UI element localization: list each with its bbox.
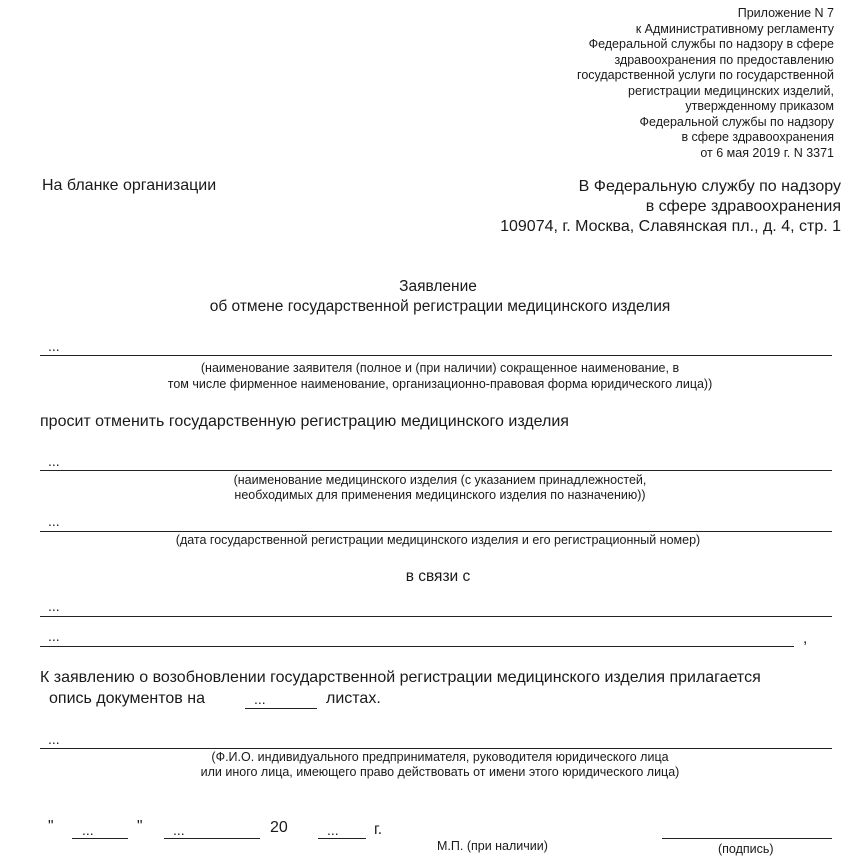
attachment-sheets-label: листах. xyxy=(326,690,381,707)
reason-label: в связи с xyxy=(405,568,471,585)
date-year-suffix: г. xyxy=(374,821,383,838)
annex-line: государственной услуги по государственной xyxy=(577,68,834,82)
trailing-comma: , xyxy=(803,630,808,647)
stamp-label: М.П. (при наличии) xyxy=(437,839,548,853)
date-quote-open: " xyxy=(48,818,54,835)
recipient-line: В Федеральную службу по надзору xyxy=(578,178,841,195)
annex-line: Федеральной службы по надзору в сфере xyxy=(588,37,834,51)
date-month-underline xyxy=(164,838,260,839)
signer-caption: (Ф.И.О. индивидуального предпринимателя, руководителя юридического лица xyxy=(211,750,669,764)
registration-underline xyxy=(40,531,832,532)
signer-name-field[interactable]: ... xyxy=(48,731,60,747)
reason-underline-continued xyxy=(40,646,794,647)
signer-underline xyxy=(40,748,832,749)
annex-line: от 6 мая 2019 г. N 3371 xyxy=(700,145,834,160)
applicant-caption: (наименование заявителя (полное и (при наличии) сокращенное наименование, в xyxy=(200,361,680,375)
annex-header xyxy=(577,6,834,161)
annex-line: регистрации медицинских изделий, xyxy=(628,83,834,98)
annex-line: Федеральной службы по надзору xyxy=(639,114,834,129)
annex-line: здравоохранения по предоставлению xyxy=(614,52,834,67)
attachment-inventory-text: опись документов на xyxy=(49,690,205,707)
annex-line: к Административному регламенту xyxy=(635,21,834,36)
signature-label: (подпись) xyxy=(718,842,774,856)
annex-line: в сфере здравоохранения xyxy=(681,130,834,144)
annex-line: утвержденному приказом xyxy=(685,99,834,113)
registration-caption: (дата государственной регистрации медицинского изделия и его регистрационный номер) xyxy=(175,533,701,547)
date-day-field[interactable]: ... xyxy=(82,822,94,838)
reason-underline xyxy=(40,616,832,617)
date-month-field[interactable]: ... xyxy=(173,822,185,838)
signature-line[interactable] xyxy=(662,838,832,839)
sheet-count-field[interactable]: ... xyxy=(254,691,266,707)
request-text: просит отменить государственную регистрацию медицинского изделия xyxy=(40,413,569,430)
attachment-text: К заявлению о возобновлении государственной регистрации медицинского изделия прилагается xyxy=(40,669,761,686)
date-year-field[interactable]: ... xyxy=(327,822,339,838)
registration-field[interactable]: ... xyxy=(48,513,60,529)
date-century: 20 xyxy=(270,819,288,836)
device-name-field[interactable]: ... xyxy=(48,453,60,469)
device-caption: (наименование медицинского изделия (с указанием принадлежностей, xyxy=(233,473,647,487)
date-year-underline xyxy=(318,838,366,839)
document-subtitle: об отмене государственной регистрации медицинского изделия xyxy=(209,298,671,315)
letterhead-note: На бланке организации xyxy=(42,177,217,194)
reason-field[interactable]: ... xyxy=(48,598,60,614)
sheet-count-underline xyxy=(245,708,317,709)
recipient-block xyxy=(500,177,841,237)
recipient-address: 109074, г. Москва, Славянская пл., д. 4, стр. 1 xyxy=(500,218,841,235)
signer-caption: или иного лица, имеющего право действовать от имени этого юридического лица) xyxy=(200,765,680,779)
device-caption: необходимых для применения медицинского изделия по назначению)) xyxy=(234,488,646,502)
annex-line: Приложение N 7 xyxy=(737,6,834,20)
applicant-field[interactable]: ... xyxy=(48,338,60,354)
reason-field-continued[interactable]: ... xyxy=(48,628,60,644)
document-title: Заявление xyxy=(399,278,477,295)
recipient-line: в сфере здравоохранения xyxy=(645,198,841,215)
applicant-underline xyxy=(40,355,832,356)
applicant-caption: том числе фирменное наименование, организационно-правовая форма юридического лица)) xyxy=(167,377,713,391)
date-quote-close: " xyxy=(137,818,143,835)
date-day-underline xyxy=(72,838,128,839)
device-underline xyxy=(40,470,832,471)
